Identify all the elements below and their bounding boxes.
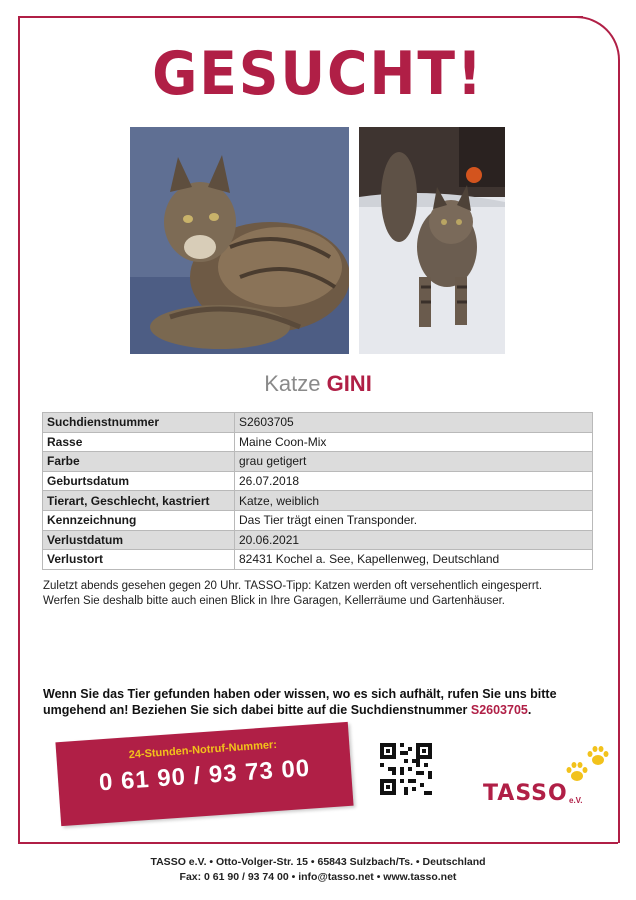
- pet-name: GINI: [326, 371, 372, 396]
- row-label: Rasse: [43, 432, 235, 452]
- tasso-logo-suffix: e.V.: [569, 796, 583, 805]
- frame-right-border: [618, 60, 620, 843]
- footer-address: TASSO e.V. • Otto-Volger-Str. 15 • 65843 Sulzbach/Ts. • Deutschland: [150, 856, 486, 868]
- callout-text: umgehend an! Beziehen Sie sich dabei bitte auf die Suchdienstnummer: [43, 703, 471, 717]
- row-label: Farbe: [43, 452, 235, 472]
- row-value: grau getigert: [235, 452, 593, 472]
- hotline-label: 24-Stunden-Notruf-Nummer:: [128, 738, 278, 762]
- hotline-banner: [55, 722, 353, 826]
- row-label: Tierart, Geschlecht, kastriert: [43, 491, 235, 511]
- table-row: [43, 413, 593, 433]
- note-line: Werfen Sie deshalb bitte auch einen Blick in Ihre Garagen, Kellerräume und Gartenhäuser.: [43, 595, 505, 607]
- callout-search-number: S2603705: [470, 703, 528, 717]
- row-label: Geburtsdatum: [43, 471, 235, 491]
- row-value: Das Tier trägt einen Transponder.: [235, 510, 593, 530]
- tasso-logo: TASSO: [483, 781, 568, 806]
- cat-photo-snow: [359, 127, 505, 354]
- hotline-phone-number[interactable]: 0 61 90 / 93 73 00: [98, 754, 312, 797]
- headline: GESUCHT!: [152, 39, 484, 109]
- frame-top-border: [18, 16, 583, 18]
- table-row: [43, 550, 593, 570]
- pet-title: [0, 370, 636, 398]
- row-label: Kennzeichnung: [43, 510, 235, 530]
- note-line: Zuletzt abends gesehen gegen 20 Uhr. TASSO-Tipp: Katzen werden oft versehentlich eingesperrt.: [43, 580, 543, 592]
- paw-icon: [586, 744, 610, 768]
- sighting-note: [43, 579, 603, 609]
- qr-code-icon[interactable]: [380, 743, 432, 795]
- cat-photo-lying: [130, 127, 349, 354]
- pet-species: Katze: [264, 371, 321, 396]
- callout-line: Wenn Sie das Tier gefunden haben oder wissen, wo es sich aufhält, rufen Sie uns bitte: [43, 687, 557, 701]
- contact-callout: [43, 686, 603, 718]
- table-row: [43, 491, 593, 511]
- frame-bottom-border: [18, 842, 618, 844]
- callout-line: [43, 702, 603, 718]
- row-value: 20.06.2021: [235, 530, 593, 550]
- row-value: Maine Coon-Mix: [235, 432, 593, 452]
- table-row: [43, 471, 593, 491]
- row-label: Suchdienstnummer: [43, 413, 235, 433]
- row-value: Katze, weiblich: [235, 491, 593, 511]
- row-label: Verlustort: [43, 550, 235, 570]
- table-row: [43, 452, 593, 472]
- table-row: [43, 510, 593, 530]
- row-value: S2603705: [235, 413, 593, 433]
- row-value: 26.07.2018: [235, 471, 593, 491]
- table-row: [43, 432, 593, 452]
- pet-info-table: [42, 412, 593, 570]
- row-label: Verlustdatum: [43, 530, 235, 550]
- footer-contact: Fax: 0 61 90 / 93 74 00 • info@tasso.net • www.tasso.net: [179, 871, 457, 883]
- frame-left-border: [18, 16, 20, 844]
- table-row: [43, 530, 593, 550]
- callout-suffix: .: [527, 703, 532, 717]
- row-value: 82431 Kochel a. See, Kapellenweg, Deutschland: [235, 550, 593, 570]
